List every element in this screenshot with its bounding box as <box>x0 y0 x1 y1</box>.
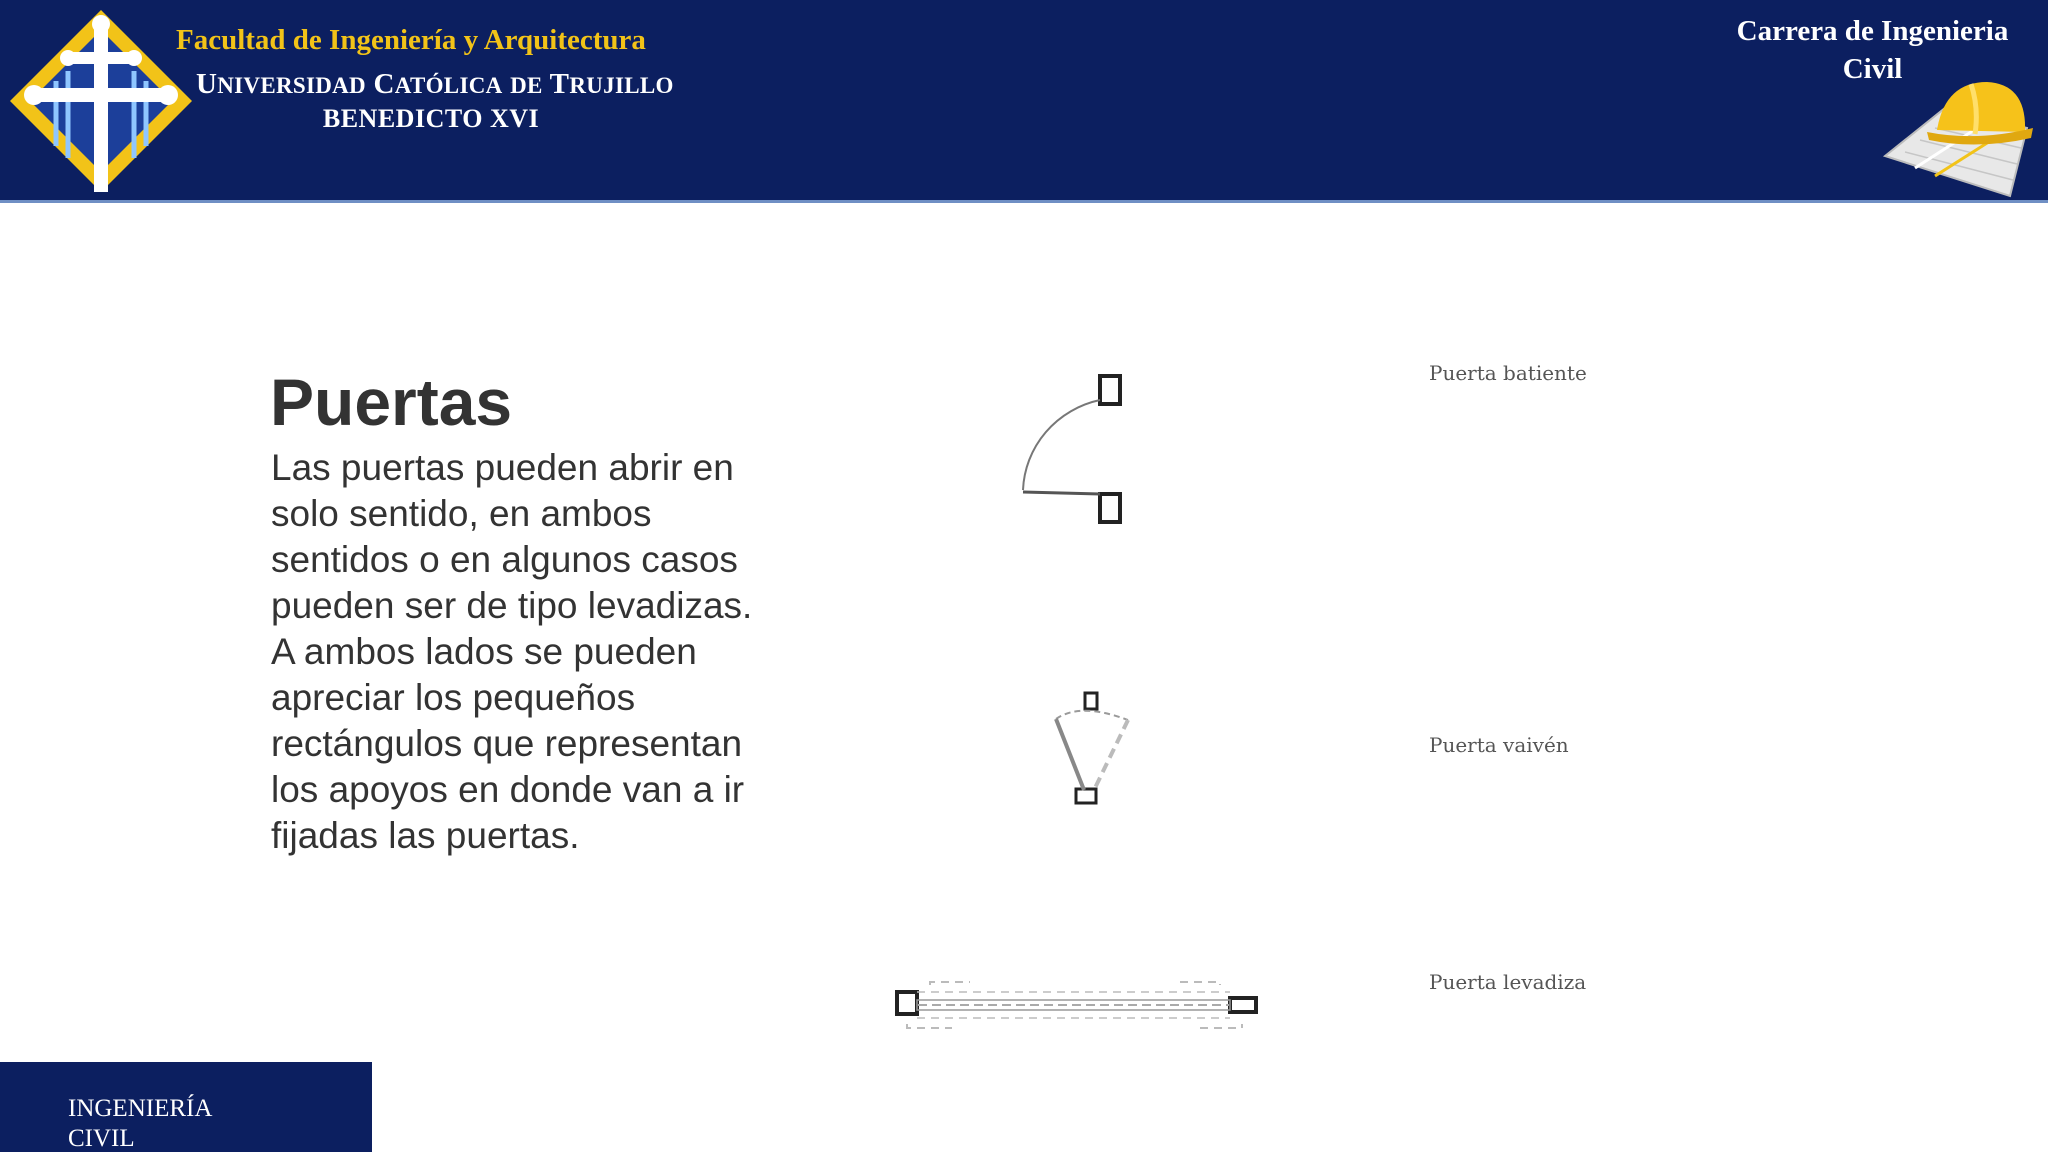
career-title-line2: Civil <box>1842 53 1903 85</box>
puerta-vaiven-symbol <box>1056 693 1128 803</box>
footer-label <box>68 1094 212 1154</box>
vaiven-support-top <box>1085 693 1097 709</box>
puerta-levadiza-symbol <box>897 982 1256 1028</box>
footer-line1: INGENIERÍA <box>68 1095 213 1122</box>
footer-line2: CIVIL <box>68 1125 135 1152</box>
batiente-door-leaf <box>1023 492 1100 494</box>
label-puerta-batiente: Puerta batiente <box>1429 361 1587 385</box>
batiente-support-top <box>1100 376 1120 404</box>
slide-body-text: Las puertas pueden abrir en solo sentido, en ambos sentidos o en algunos casos pueden ser de tipo levadizas. A ambos lados se pueden apreciar los pequeños rectángulos que representan los apoyos en donde van a ir fijadas las puertas. <box>271 447 753 856</box>
vaiven-support-bottom <box>1076 789 1096 803</box>
batiente-swing-arc <box>1023 400 1100 490</box>
door-symbols-diagram <box>880 360 1280 1040</box>
university-name: UNIVERSIDAD CATÓLICA DE TRUJILLO <box>196 68 674 100</box>
label-puerta-vaiven: Puerta vaivén <box>1429 733 1569 757</box>
header-divider <box>0 200 2048 203</box>
university-subtitle: BENEDICTO XVI <box>322 104 540 133</box>
levadiza-support-right <box>1230 998 1256 1012</box>
levadiza-support-left <box>897 992 917 1014</box>
hardhat-blueprint-icon <box>1875 68 2035 198</box>
cross-logo-icon <box>6 6 196 196</box>
faculty-name: Facultad de Ingeniería y Arquitectura <box>176 24 646 56</box>
vaiven-swing-arc <box>1056 711 1128 720</box>
puerta-batiente-symbol <box>1023 376 1120 522</box>
batiente-support-bottom <box>1100 494 1120 522</box>
slide-title: Puertas <box>270 365 513 439</box>
vaiven-door-leaf <box>1056 719 1084 790</box>
label-puerta-levadiza: Puerta levadiza <box>1429 970 1587 994</box>
vaiven-door-leaf-dashed <box>1094 720 1128 790</box>
career-title-line1: Carrera de Ingenieria <box>1736 15 2009 47</box>
